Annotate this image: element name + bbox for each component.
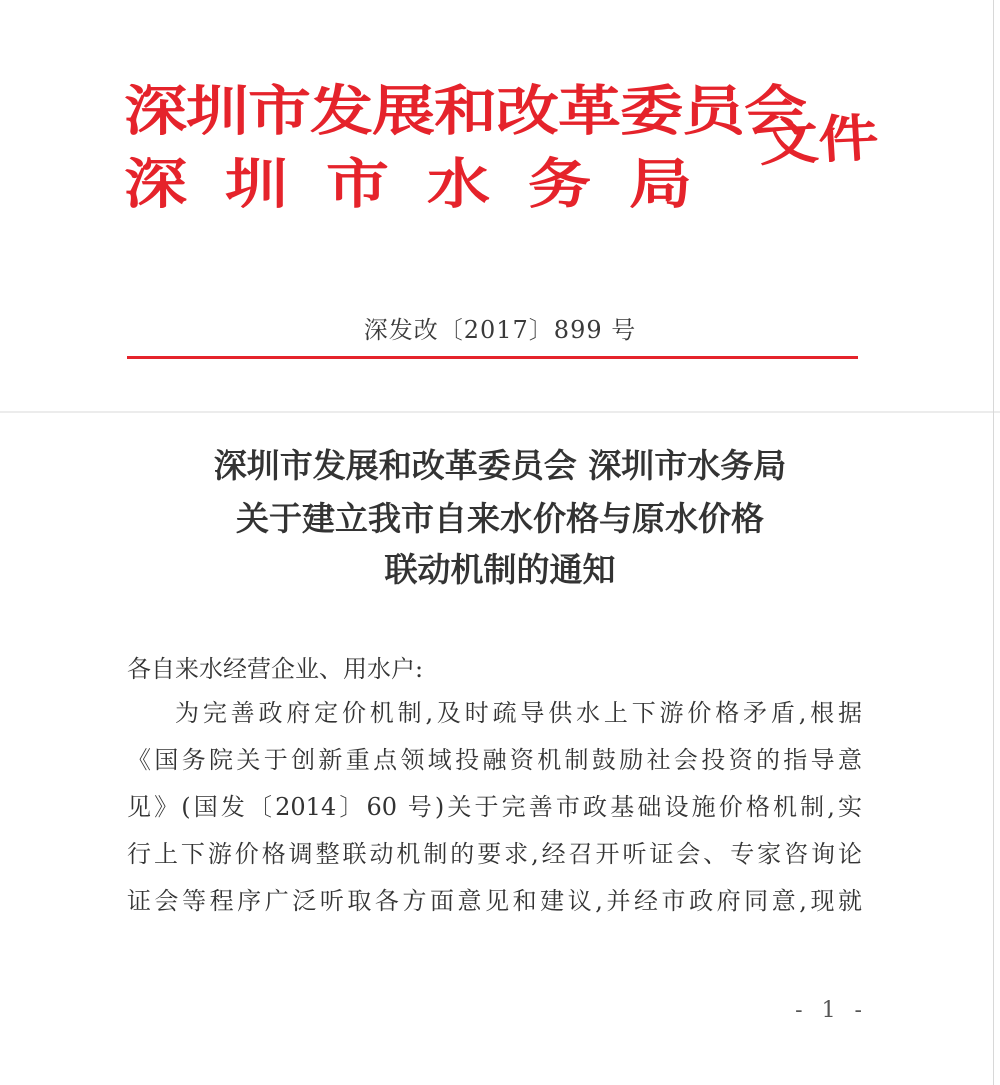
document-title-line-1: 深圳市发展和改革委员会 深圳市水务局 (213, 446, 787, 485)
masthead-suffix: 文件 (756, 108, 881, 174)
masthead-line-2: 深圳市水务局 (124, 152, 730, 216)
body-line-2: 《国务院关于创新重点领域投融资机制鼓励社会投资的指导意 (127, 746, 862, 774)
red-masthead (0, 0, 1000, 260)
body-line-4: 行上下游价格调整联动机制的要求,经召开听证会、专家咨询论 (127, 840, 862, 868)
page-number: - 1 - (795, 998, 868, 1023)
masthead-line-1: 深圳市发展和改革委员会 (124, 79, 806, 143)
red-divider-line (127, 356, 858, 359)
document-title-line-2: 关于建立我市自来水价格与原水价格 (236, 499, 764, 538)
scan-seam (0, 411, 1000, 413)
document-title-line-3: 联动机制的通知 (384, 550, 616, 589)
body-line-5: 证会等程序广泛听取各方面意见和建议,并经市政府同意,现就 (127, 887, 862, 915)
body-line-1: 为完善政府定价机制,及时疏导供水上下游价格矛盾,根据 (175, 699, 862, 727)
document-number: 深发改〔2017〕899 号 (363, 316, 637, 344)
body-line-3: 见》(国发〔2014〕60 号)关于完善市政基础设施价格机制,实 (127, 793, 862, 821)
salutation: 各自来水经营企业、用水户: (127, 655, 424, 683)
